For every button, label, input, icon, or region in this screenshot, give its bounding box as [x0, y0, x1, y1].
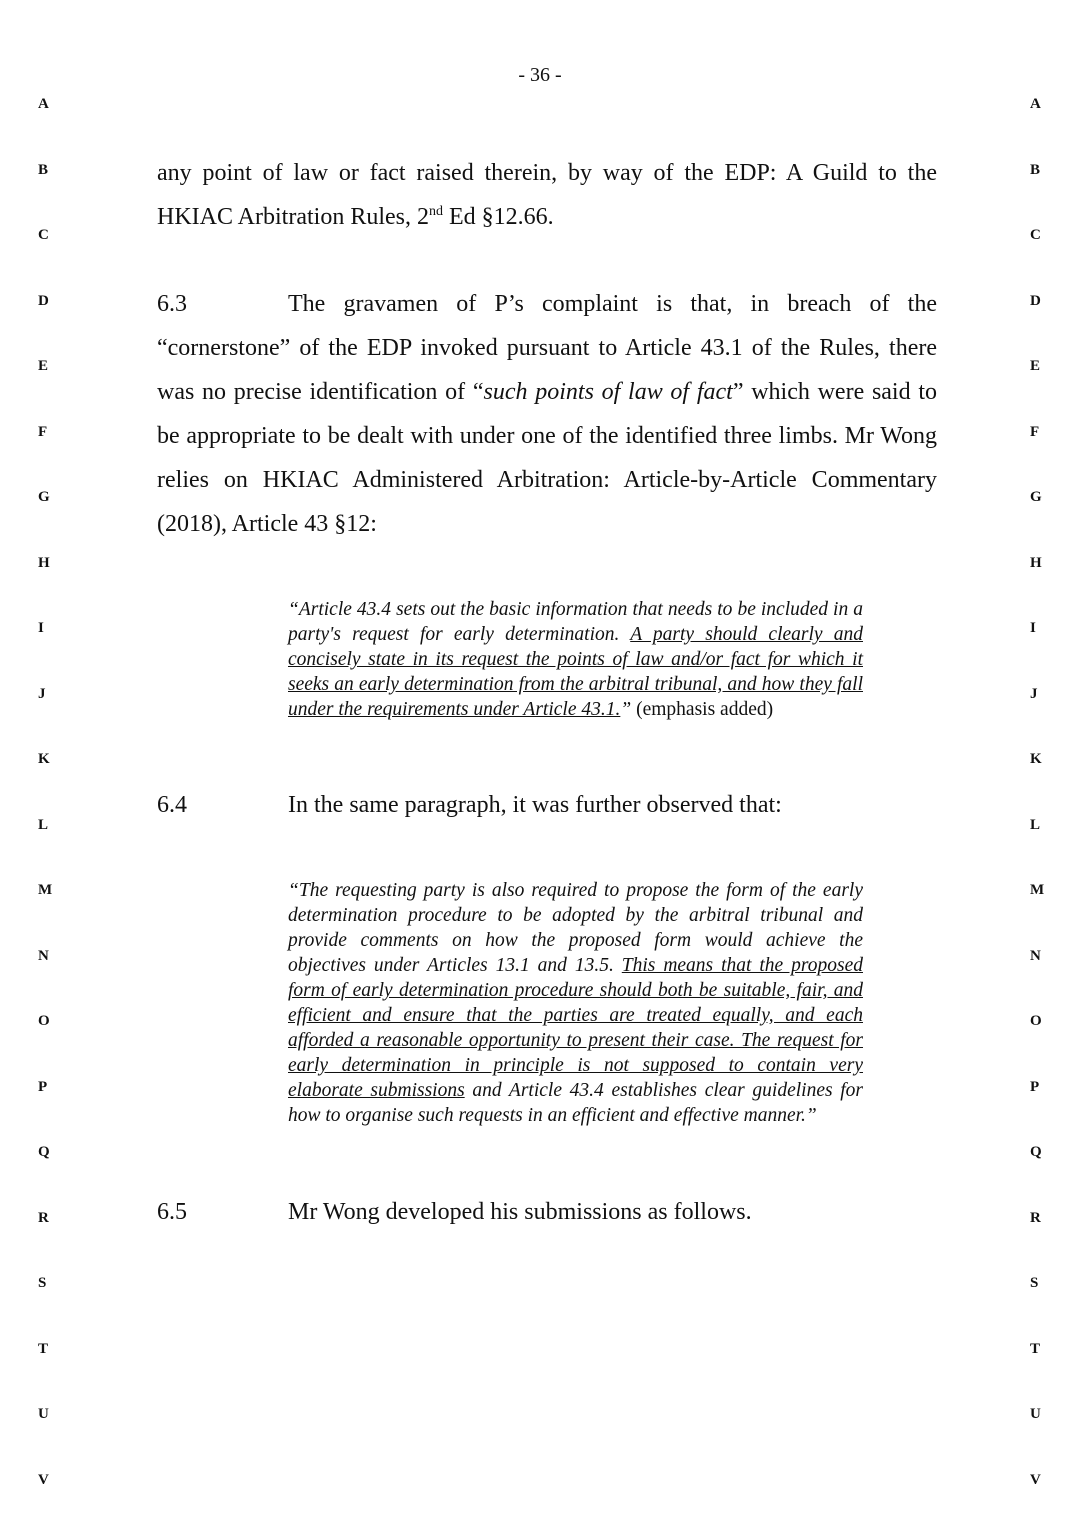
intro-line-2: [157, 195, 937, 239]
left-margin-letter-i: I: [38, 620, 44, 636]
left-margin-letter-u: U: [38, 1406, 49, 1422]
intro-line-1: any point of law or fact raised therein, by way of the EDP: A Guild to the: [157, 160, 937, 186]
right-margin-letter-f: F: [1030, 423, 1040, 440]
right-margin-letter-d: D: [1030, 292, 1041, 309]
right-margin-letter-g: G: [1030, 489, 1042, 505]
right-margin-letter-c: C: [1030, 227, 1041, 243]
left-margin-letter-b: B: [38, 161, 49, 178]
right-margin-letter-n: N: [1030, 947, 1041, 964]
right-margin-letter-q: Q: [1030, 1144, 1042, 1160]
paragraph-number: 6.4: [157, 792, 187, 818]
block-quote-article-43-4: [288, 597, 863, 722]
right-margin-letter-i: I: [1030, 620, 1036, 636]
right-margin-letter-h: H: [1030, 554, 1042, 571]
intro-paragraph: [157, 151, 937, 239]
paragraph-number: 6.3: [157, 291, 187, 317]
emphasised-phrase: such points of law of fact: [483, 379, 733, 405]
left-margin-letter-q: Q: [38, 1144, 50, 1160]
right-margin-letter-b: B: [1030, 161, 1041, 178]
right-margin-letter-j: J: [1030, 685, 1038, 702]
left-margin-letter-n: N: [38, 947, 49, 964]
intro-line-2-end: Ed §12.66.: [442, 204, 554, 230]
left-margin-letter-r: R: [38, 1209, 49, 1226]
right-margin-letter-t: T: [1030, 1340, 1041, 1357]
paragraph-6-3: [157, 282, 937, 546]
intro-line-2-text: HKIAC Arbitration Rules, 2: [157, 204, 429, 230]
quote-underlined-text: This means that the proposed form of early determination procedure should both be suitable, fair, and efficient and ensure that the parties are treated equally, and each afforded a reasonable opportunity to present their case. The request for early determination in principle is not supposed to contain very elaborate submissions: [288, 955, 863, 1101]
emphasis-note: (emphasis added): [631, 699, 774, 720]
quote-text: “The requesting party is also required to propose the form of the early determination procedure to be adopted by the arbitral tribunal and provide comments on how the proposed form would achieve the objectives under Articles 13.1 and 13.5.: [288, 880, 863, 976]
right-margin-letter-a: A: [1030, 96, 1041, 112]
left-margin-letter-h: H: [38, 554, 50, 571]
right-margin-letter-v: V: [1030, 1471, 1041, 1488]
right-margin-letter-p: P: [1030, 1078, 1040, 1095]
right-margin-letter-o: O: [1030, 1013, 1042, 1029]
paragraph-text: In the same paragraph, it was further observed that:: [288, 792, 782, 818]
left-margin-letter-j: J: [38, 685, 46, 702]
left-margin-letter-d: D: [38, 292, 49, 309]
left-margin-letter-t: T: [38, 1340, 49, 1357]
paragraph-text-part: ” which were said to be appropriate to be dealt with under one of the identified three limbs. Mr Wong relies on HKIAC Administered Arbitration: Article-by-Article Commentary (2018), Article 43 §12:: [157, 379, 937, 537]
paragraph-text-part: The gravamen of P’s complaint is that, in breach of the “cornerstone” of the EDP invoked pursuant to Article 43.1 of the Rules, there was no precise identification of “: [157, 291, 937, 405]
page-number: - 36 -: [518, 64, 562, 86]
right-margin-letter-u: U: [1030, 1406, 1041, 1422]
left-margin-letter-a: A: [38, 96, 49, 112]
paragraph-text: Mr Wong developed his submissions as follows.: [288, 1199, 752, 1225]
right-margin-letter-m: M: [1030, 882, 1045, 898]
left-margin-letter-o: O: [38, 1013, 50, 1029]
left-margin-letter-f: F: [38, 423, 48, 440]
right-margin-letter-k: K: [1030, 751, 1042, 767]
quote-underlined-text: A party should clearly and concisely state in its request the points of law and/or fact for which it seeks an early determination from the arbitral tribunal, and how they fall under the requirements under Article 43.1.: [288, 624, 863, 720]
left-margin-letter-l: L: [38, 816, 49, 833]
quote-text-end: and Article 43.4 establishes clear guidelines for how to organise such requests in an efficient and effective manner.”: [288, 1080, 864, 1126]
quote-closing-mark: ”: [620, 699, 632, 720]
left-margin-letter-g: G: [38, 489, 50, 505]
left-margin-letter-e: E: [38, 358, 49, 374]
intro-superscript: nd: [428, 204, 443, 219]
right-margin-letter-s: S: [1030, 1275, 1039, 1291]
quote-text: “Article 43.4 sets out the basic information that needs to be included in a party's request for early determination.: [288, 599, 863, 645]
right-margin-letter-l: L: [1030, 816, 1041, 833]
paragraph-number: 6.5: [157, 1199, 187, 1225]
left-margin-letter-s: S: [38, 1275, 47, 1291]
block-quote-requesting-party: [288, 878, 863, 1128]
right-margin-letter-r: R: [1030, 1209, 1041, 1226]
left-margin-letter-c: C: [38, 227, 49, 243]
left-margin-letter-v: V: [38, 1471, 49, 1488]
left-margin-letter-p: P: [38, 1078, 48, 1095]
paragraph-text: [157, 282, 937, 546]
left-margin-letter-m: M: [38, 882, 53, 898]
left-margin-letter-k: K: [38, 751, 50, 767]
right-margin-letter-e: E: [1030, 358, 1041, 374]
